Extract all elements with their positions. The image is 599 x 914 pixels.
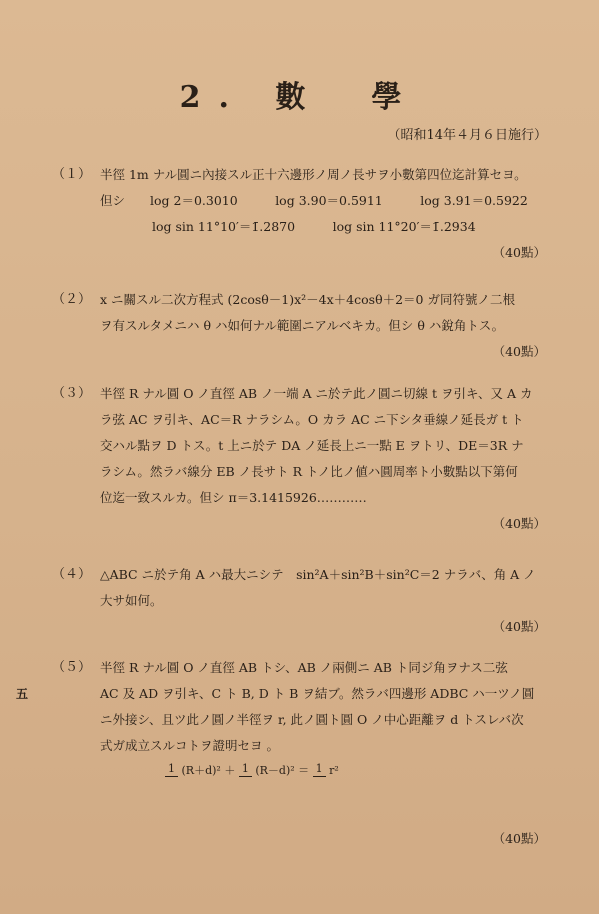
question-number: （５） — [52, 660, 92, 675]
question-number: （４） — [52, 567, 92, 582]
fraction — [239, 761, 295, 778]
fraction-numerator: 1 — [165, 762, 178, 777]
question-points: （40點） — [492, 344, 546, 359]
formula — [165, 761, 339, 778]
question-text: x ニ關スル二次方程式 (2cosθ－1)x²－4x＋4cosθ＋2＝0 ガ同符號ノ二根 — [100, 292, 515, 307]
question-text: 交ハル點ヲ D トス。t 上ニ於テ DA ノ延長上ニ一點 E ヲトリ、DE＝3R ナ — [100, 438, 524, 453]
question-text: AC 及 AD ヲ引キ、C ト B, D ト B ヲ結ブ。然ラバ四邊形 ADBC ハ一ツノ圓 — [100, 686, 535, 701]
fraction-numerator: 1 — [313, 762, 326, 777]
question-number: （２） — [52, 292, 92, 307]
question-text: 半徑 R ナル圓 O ノ直徑 AB ノ一端 A ニ於テ此ノ圓ニ切線 t ヲ引キ、又 A カ — [100, 386, 533, 401]
question-1 — [52, 162, 552, 266]
question-points: （40點） — [492, 619, 546, 634]
question-4 — [52, 562, 552, 640]
question-text: 半徑 1m ナル圓ニ內接スル正十六邊形ノ周ノ長サヲ小數第四位迄計算セヨ。 — [100, 167, 527, 182]
question-text: ラシム。然ラバ線分 EB ノ長サト R トノ比ノ値ハ圓周率ト小數點以下第何 — [100, 464, 518, 479]
question-points: （40點） — [492, 831, 546, 846]
question-text: ラ弦 AC ヲ引キ、AC＝R ナラシム。O カラ AC ニ下シタ垂線ノ延長ガ t ト — [100, 412, 524, 427]
question-5-points-row — [52, 826, 552, 852]
question-2 — [52, 287, 552, 365]
fraction — [165, 761, 221, 778]
question-text: 但シ log 2＝0.3010 log 3.90＝0.5911 log 3.91＝0.5922 — [100, 193, 528, 208]
question-text: 式ガ成立スルコトヲ證明セヨ 。 — [100, 738, 279, 753]
fraction-numerator: 1 — [239, 762, 252, 777]
question-3 — [52, 381, 552, 537]
exam-date: （昭和14年４月６日施行） — [387, 128, 547, 143]
question-points: （40點） — [492, 245, 546, 260]
question-text: ヲ有スルタメニハ θ ハ如何ナル範圍ニアルベキカ。但シ θ ハ銳角トス。 — [100, 318, 505, 333]
fraction-denominator: r² — [329, 763, 339, 777]
fraction-denominator: (R－d)² — [255, 764, 295, 777]
question-text: ニ外接シ、且ツ此ノ圓ノ半徑ヲ r, 此ノ圓ト圓 O ノ中心距離ヲ d トスレバ次 — [100, 712, 524, 727]
page-margin-mark: 五 — [16, 687, 29, 701]
question-text: 半徑 R ナル圓 O ノ直徑 AB トシ、AB ノ兩側ニ AB ト同ジ角ヲナス二弦 — [100, 660, 508, 675]
page-title: 2. 數 學 — [179, 80, 420, 115]
fraction — [313, 762, 339, 777]
question-number: （３） — [52, 386, 92, 401]
plus-sign: ＋ — [224, 763, 236, 777]
question-text: log sin 11°10′＝1̄.2870 log sin 11°20′＝1̄.2934 — [152, 219, 476, 234]
question-text: 大サ如何。 — [100, 593, 163, 608]
fraction-denominator: (R＋d)² — [181, 764, 221, 777]
question-points: （40點） — [492, 516, 546, 531]
question-text: △ABC ニ於テ角 A ハ最大ニシテ sin²A＋sin²B＋sin²C＝2 ナラバ、角 A ノ — [100, 567, 536, 582]
question-number: （１） — [52, 167, 92, 182]
equals-sign: ＝ — [298, 763, 310, 777]
question-text: 位迄一致スルカ。但シ π＝3.1415926………… — [100, 490, 367, 505]
question-5 — [52, 655, 552, 759]
